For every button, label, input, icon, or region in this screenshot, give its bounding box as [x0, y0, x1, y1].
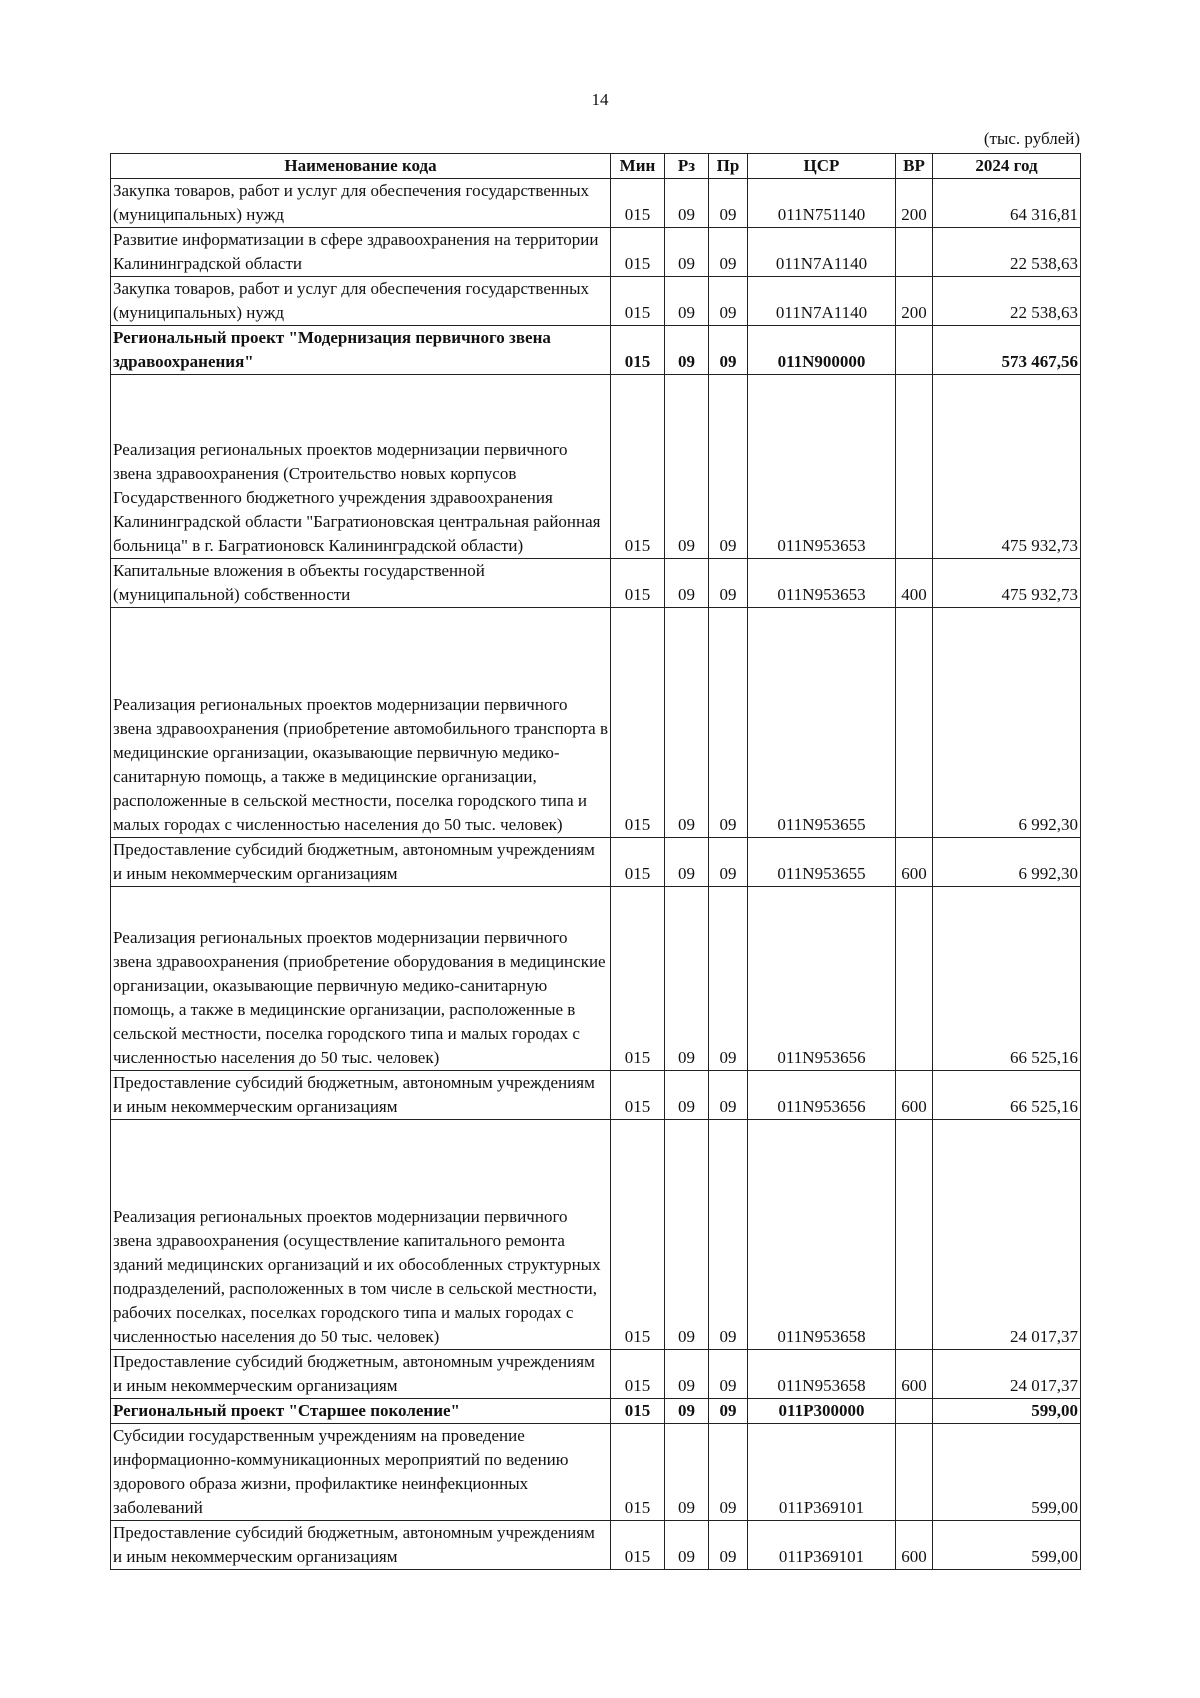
table-row — [111, 1071, 1081, 1120]
row-min: 015 — [611, 1399, 665, 1424]
header-name: Наименование кода — [111, 154, 611, 179]
row-rz: 09 — [665, 1120, 709, 1350]
row-rz: 09 — [665, 179, 709, 228]
row-pr: 09 — [709, 887, 748, 1071]
row-pr: 09 — [709, 228, 748, 277]
row-name: Субсидии государственным учреждениям на проведение информационно-коммуникационных мероприятий по ведению здорового образа жизни, профилактике неинфекционных заболеваний — [111, 1424, 611, 1521]
row-pr: 09 — [709, 1071, 748, 1120]
row-name: Развитие информатизации в сфере здравоохранения на территории Калининградской области — [111, 228, 611, 277]
row-rz: 09 — [665, 1521, 709, 1570]
row-vr — [896, 375, 933, 559]
row-name: Предоставление субсидий бюджетным, автономным учреждениям и иным некоммерческим организациям — [111, 1071, 611, 1120]
units-label: (тыс. рублей) — [983, 129, 1080, 148]
row-csr: 011N953653 — [748, 559, 896, 608]
header-rz: Рз — [665, 154, 709, 179]
row-vr — [896, 228, 933, 277]
table-row — [111, 228, 1081, 277]
row-csr: 011N953655 — [748, 838, 896, 887]
row-min: 015 — [611, 887, 665, 1071]
row-amount: 64 316,81 — [933, 179, 1081, 228]
row-amount: 24 017,37 — [933, 1350, 1081, 1399]
page-number: 14 — [591, 90, 609, 109]
row-rz: 09 — [665, 1350, 709, 1399]
row-vr: 400 — [896, 559, 933, 608]
row-amount: 66 525,16 — [933, 1071, 1081, 1120]
row-amount: 599,00 — [933, 1399, 1081, 1424]
row-vr — [896, 1424, 933, 1521]
row-min: 015 — [611, 559, 665, 608]
row-csr: 011P300000 — [748, 1399, 896, 1424]
row-pr: 09 — [709, 375, 748, 559]
row-amount: 475 932,73 — [933, 559, 1081, 608]
row-amount: 24 017,37 — [933, 1120, 1081, 1350]
row-rz: 09 — [665, 559, 709, 608]
row-csr: 011N953653 — [748, 375, 896, 559]
row-pr: 09 — [709, 1350, 748, 1399]
row-csr: 011N900000 — [748, 326, 896, 375]
row-name: Закупка товаров, работ и услуг для обеспечения государственных (муниципальных) нужд — [111, 179, 611, 228]
row-amount: 22 538,63 — [933, 228, 1081, 277]
row-vr: 600 — [896, 1521, 933, 1570]
header-pr: Пр — [709, 154, 748, 179]
row-csr: 011N953656 — [748, 1071, 896, 1120]
row-vr — [896, 887, 933, 1071]
row-pr: 09 — [709, 1120, 748, 1350]
row-pr: 09 — [709, 559, 748, 608]
row-pr: 09 — [709, 277, 748, 326]
row-csr: 011N953656 — [748, 887, 896, 1071]
row-name: Капитальные вложения в объекты государственной (муниципальной) собственности — [111, 559, 611, 608]
row-amount: 6 992,30 — [933, 608, 1081, 838]
row-csr: 011N953655 — [748, 608, 896, 838]
row-min: 015 — [611, 1120, 665, 1350]
row-name: Закупка товаров, работ и услуг для обеспечения государственных (муниципальных) нужд — [111, 277, 611, 326]
table-row — [111, 1350, 1081, 1399]
row-vr: 200 — [896, 179, 933, 228]
row-name: Предоставление субсидий бюджетным, автономным учреждениям и иным некоммерческим организациям — [111, 1350, 611, 1399]
row-name: Реализация региональных проектов модернизации первичного звена здравоохранения (Строительство новых корпусов Государственного бюджетного учреждения здравоохранения Калининградской области "Багратионовская центральная районная больница" в г. Багратионовск Калининградской области) — [111, 375, 611, 559]
row-vr: 600 — [896, 1071, 933, 1120]
table-row — [111, 887, 1081, 1071]
row-pr: 09 — [709, 1399, 748, 1424]
row-vr — [896, 1120, 933, 1350]
row-csr: 011N953658 — [748, 1120, 896, 1350]
row-rz: 09 — [665, 1424, 709, 1521]
header-year: 2024 год — [933, 154, 1081, 179]
table-row — [111, 277, 1081, 326]
row-csr: 011N7A1140 — [748, 277, 896, 326]
row-amount: 573 467,56 — [933, 326, 1081, 375]
row-rz: 09 — [665, 1399, 709, 1424]
row-min: 015 — [611, 326, 665, 375]
row-vr — [896, 326, 933, 375]
row-rz: 09 — [665, 1071, 709, 1120]
row-pr: 09 — [709, 179, 748, 228]
row-csr: 011N751140 — [748, 179, 896, 228]
header-csr: ЦСР — [748, 154, 896, 179]
row-min: 015 — [611, 1350, 665, 1399]
table-row — [111, 1424, 1081, 1521]
row-csr: 011P369101 — [748, 1521, 896, 1570]
table-row — [111, 1521, 1081, 1570]
row-vr: 600 — [896, 1350, 933, 1399]
row-name: Предоставление субсидий бюджетным, автономным учреждениям и иным некоммерческим организациям — [111, 1521, 611, 1570]
row-amount: 475 932,73 — [933, 375, 1081, 559]
row-name: Реализация региональных проектов модернизации первичного звена здравоохранения (приобретение оборудования в медицинские организации, оказывающие первичную медико-санитарную помощь, а также в медицинские организации, расположенные в сельской местности, поселка городского типа и малых городах с численностью населения до 50 тыс. человек) — [111, 887, 611, 1071]
row-rz: 09 — [665, 277, 709, 326]
row-amount: 6 992,30 — [933, 838, 1081, 887]
row-pr: 09 — [709, 1521, 748, 1570]
row-min: 015 — [611, 1071, 665, 1120]
row-min: 015 — [611, 228, 665, 277]
row-pr: 09 — [709, 608, 748, 838]
table-row — [111, 179, 1081, 228]
row-amount: 66 525,16 — [933, 887, 1081, 1071]
row-min: 015 — [611, 838, 665, 887]
row-min: 015 — [611, 1521, 665, 1570]
header-vr: ВР — [896, 154, 933, 179]
row-csr: 011N7A1140 — [748, 228, 896, 277]
row-min: 015 — [611, 179, 665, 228]
table-row — [111, 608, 1081, 838]
row-amount: 599,00 — [933, 1521, 1081, 1570]
table-row — [111, 1120, 1081, 1350]
row-amount: 22 538,63 — [933, 277, 1081, 326]
table-row — [111, 375, 1081, 559]
row-pr: 09 — [709, 1424, 748, 1521]
row-name: Реализация региональных проектов модернизации первичного звена здравоохранения (осуществление капитального ремонта зданий медицинских организаций и их обособленных структурных подразделений, расположенных в том числе в сельской местности, рабочих поселках, поселках городского типа и малых городах с численностью населения до 50 тыс. человек) — [111, 1120, 611, 1350]
table-row — [111, 838, 1081, 887]
row-amount: 599,00 — [933, 1424, 1081, 1521]
row-min: 015 — [611, 277, 665, 326]
row-name: Региональный проект "Старшее поколение" — [111, 1399, 611, 1424]
row-name: Реализация региональных проектов модернизации первичного звена здравоохранения (приобретение автомобильного транспорта в медицинские организации, оказывающие первичную медико-санитарную помощь, а также в медицинские организации, расположенные в сельской местности, поселка городского типа и малых городах с численностью населения до 50 тыс. человек) — [111, 608, 611, 838]
row-rz: 09 — [665, 228, 709, 277]
row-rz: 09 — [665, 326, 709, 375]
row-name: Предоставление субсидий бюджетным, автономным учреждениям и иным некоммерческим организациям — [111, 838, 611, 887]
table-row — [111, 326, 1081, 375]
table-row — [111, 559, 1081, 608]
row-name: Региональный проект "Модернизация первичного звена здравоохранения" — [111, 326, 611, 375]
header-min: Мин — [611, 154, 665, 179]
row-vr: 200 — [896, 277, 933, 326]
row-pr: 09 — [709, 838, 748, 887]
row-csr: 011P369101 — [748, 1424, 896, 1521]
row-vr — [896, 608, 933, 838]
row-min: 015 — [611, 375, 665, 559]
row-min: 015 — [611, 1424, 665, 1521]
row-rz: 09 — [665, 375, 709, 559]
row-min: 015 — [611, 608, 665, 838]
row-rz: 09 — [665, 887, 709, 1071]
table-header-row — [111, 154, 1081, 179]
row-rz: 09 — [665, 608, 709, 838]
row-csr: 011N953658 — [748, 1350, 896, 1399]
row-vr — [896, 1399, 933, 1424]
row-vr: 600 — [896, 838, 933, 887]
table-row — [111, 1399, 1081, 1424]
row-rz: 09 — [665, 838, 709, 887]
row-pr: 09 — [709, 326, 748, 375]
budget-table — [110, 153, 1081, 1570]
